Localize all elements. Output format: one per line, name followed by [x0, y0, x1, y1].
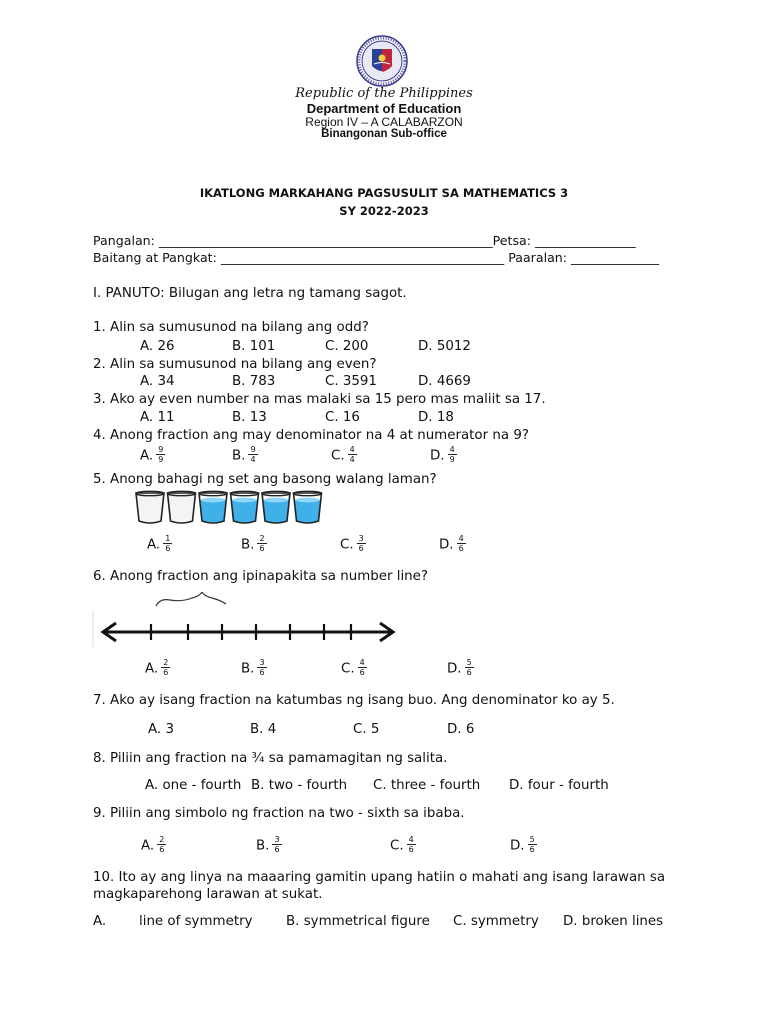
denominator: 6 [408, 845, 414, 854]
q7-option-b[interactable]: B. 4 [250, 722, 277, 737]
fraction [465, 658, 474, 677]
instructions: I. PANUTO: Bilugan ang letra ng tamang sagot. [93, 286, 407, 301]
q3-option-b[interactable]: B. 13 [232, 410, 267, 425]
denominator: 6 [163, 668, 169, 677]
denominator: 6 [458, 544, 464, 553]
name-date-line: Pangalan: _____________________________________________________Petsa: ________________ [93, 233, 636, 248]
empty-glass [168, 491, 196, 523]
q3-option-c[interactable]: C. 16 [325, 410, 360, 425]
fraction [248, 445, 257, 464]
option-letter: A. [145, 661, 159, 677]
fraction [457, 534, 466, 553]
denominator: 6 [274, 845, 280, 854]
numerator: 1 [165, 534, 171, 543]
question-10: 10. Ito ay ang linya na maaaring gamitin upang hatiin o mahati ang isang larawan sa [93, 870, 666, 885]
denominator: 6 [359, 668, 365, 677]
empty-glass [136, 491, 164, 523]
q2-option-d[interactable]: D. 4669 [418, 374, 471, 389]
option-letter: D. [447, 661, 462, 677]
school-year: SY 2022-2023 [339, 204, 429, 218]
fraction [161, 658, 170, 677]
exam-title: IKATLONG MARKAHANG PAGSUSULIT SA MATHEMATICS 3 [199, 186, 569, 200]
option-letter: C. [331, 448, 345, 464]
republic-text: Republic of the Philippines [295, 86, 473, 101]
department-text: Department of Education [306, 101, 462, 116]
numerator: 4 [449, 445, 455, 454]
denominator: 6 [466, 668, 472, 677]
denominator: 6 [259, 544, 265, 553]
fraction [157, 835, 166, 854]
deped-seal [341, 34, 423, 88]
numerator: 4 [359, 658, 365, 667]
glasses-set [134, 490, 324, 526]
q10-option-a-letter[interactable]: A. [93, 914, 107, 929]
numerator: 3 [358, 534, 364, 543]
numerator: 2 [163, 658, 169, 667]
denominator: 9 [449, 455, 455, 464]
q7-option-a[interactable]: A. 3 [148, 722, 174, 737]
option-letter: B. [241, 537, 255, 553]
denominator: 4 [250, 455, 256, 464]
option-letter: B. [232, 448, 246, 464]
q6-option-d[interactable] [447, 659, 474, 678]
numerator: 5 [529, 835, 535, 844]
denominator: 6 [165, 544, 171, 553]
numerator: 3 [274, 835, 280, 844]
q4-option-b[interactable] [232, 446, 258, 465]
q4-option-a[interactable] [140, 446, 165, 465]
region-text: Region IV – A CALABARZON [305, 115, 463, 129]
numerator: 2 [159, 835, 165, 844]
q9-option-d[interactable] [510, 836, 537, 855]
option-letter: A. [140, 448, 154, 464]
q2-option-c[interactable]: C. 3591 [325, 374, 377, 389]
q8-option-b[interactable]: B. two - fourth [251, 778, 348, 793]
option-letter: D. [439, 537, 454, 553]
curly-brace [156, 592, 226, 606]
q1-option-a[interactable]: A. 26 [140, 339, 175, 354]
option-letter: D. [510, 838, 525, 854]
q2-option-b[interactable]: B. 783 [232, 374, 276, 389]
office-text: Binangonan Sub-office [321, 128, 447, 140]
fraction [163, 534, 172, 553]
question-3: 3. Ako ay even number na mas malaki sa 15 pero mas maliit sa 17. [93, 392, 546, 407]
grade-school-line: Baitang at Pangkat: _____________________________________________ Paaralan: ______________ [93, 250, 660, 265]
question-1: 1. Alin sa sumusunod na bilang ang odd? [93, 320, 369, 335]
filled-glass [262, 491, 290, 523]
question-6: 6. Anong fraction ang ipinapakita sa number line? [93, 569, 429, 584]
q8-option-a[interactable]: A. one - fourth [145, 778, 242, 793]
question-9: 9. Piliin ang simbolo ng fraction na two - sixth sa ibaba. [93, 806, 465, 821]
q8-option-c[interactable]: C. three - fourth [373, 778, 481, 793]
fraction [407, 835, 416, 854]
q3-option-d[interactable]: D. 18 [418, 410, 454, 425]
denominator: 6 [259, 668, 265, 677]
option-letter: D. [430, 448, 445, 464]
q9-option-b[interactable] [256, 836, 282, 855]
q10-option-a-text[interactable]: line of symmetry [139, 914, 253, 929]
denominator: 6 [529, 845, 535, 854]
q4-option-d[interactable] [430, 446, 457, 465]
q6-option-b[interactable] [241, 659, 267, 678]
q6-option-c[interactable] [341, 659, 367, 678]
fraction [358, 658, 367, 677]
fraction [448, 445, 457, 464]
numerator: 9 [158, 445, 164, 454]
option-letter: B. [241, 661, 255, 677]
q5-option-a[interactable] [147, 535, 172, 554]
fraction [272, 835, 281, 854]
question-7: 7. Ako ay isang fraction na katumbas ng isang buo. Ang denominator ko ay 5. [93, 693, 615, 708]
fraction [257, 534, 266, 553]
numerator: 5 [466, 658, 472, 667]
q1-option-d[interactable]: D. 5012 [418, 339, 471, 354]
option-letter: C. [390, 838, 404, 854]
fraction [528, 835, 537, 854]
q9-option-c[interactable] [390, 836, 416, 855]
numerator: 2 [259, 534, 265, 543]
numerator: 3 [259, 658, 265, 667]
q4-option-c[interactable] [331, 446, 357, 465]
question-2: 2. Alin sa sumusunod na bilang ang even? [93, 357, 377, 372]
question-4: 4. Anong fraction ang may denominator na 4 at numerator na 9? [93, 428, 529, 443]
fraction [357, 534, 366, 553]
q9-option-a[interactable] [141, 836, 166, 855]
number-line [90, 592, 400, 650]
numerator: 4 [458, 534, 464, 543]
q1-option-b[interactable]: B. 101 [232, 339, 276, 354]
q5-option-c[interactable] [340, 535, 366, 554]
q8-option-d[interactable]: D. four - fourth [509, 778, 609, 793]
q3-option-a[interactable]: A. 11 [140, 410, 175, 425]
option-letter: A. [147, 537, 161, 553]
question-10-continued: magkaparehong larawan at sukat. [93, 887, 323, 902]
fraction [348, 445, 357, 464]
numerator: 4 [408, 835, 414, 844]
q10-option-c[interactable]: C. symmetry [453, 914, 539, 929]
q10-option-d[interactable]: D. broken lines [563, 914, 664, 929]
option-letter: B. [256, 838, 270, 854]
q6-option-a[interactable] [145, 659, 170, 678]
q2-option-a[interactable]: A. 34 [140, 374, 175, 389]
fraction [257, 658, 266, 677]
denominator: 9 [158, 455, 164, 464]
numerator: 4 [349, 445, 355, 454]
denominator: 6 [358, 544, 364, 553]
option-letter: A. [141, 838, 155, 854]
q7-option-d[interactable]: D. 6 [447, 722, 475, 737]
fraction [156, 445, 165, 464]
denominator: 4 [349, 455, 355, 464]
q5-option-d[interactable] [439, 535, 466, 554]
option-letter: C. [340, 537, 354, 553]
filled-glass [199, 491, 227, 523]
q7-option-c[interactable]: C. 5 [353, 722, 380, 737]
numerator: 9 [250, 445, 256, 454]
question-5: 5. Anong bahagi ng set ang basong walang laman? [93, 472, 437, 487]
denominator: 6 [159, 845, 165, 854]
q5-option-b[interactable] [241, 535, 267, 554]
question-8: 8. Piliin ang fraction na ¾ sa pamamagitan ng salita. [93, 751, 448, 766]
q1-option-c[interactable]: C. 200 [325, 339, 369, 354]
filled-glass [294, 491, 322, 523]
q10-option-b[interactable]: B. symmetrical figure [286, 914, 430, 929]
option-letter: C. [341, 661, 355, 677]
filled-glass [231, 491, 259, 523]
